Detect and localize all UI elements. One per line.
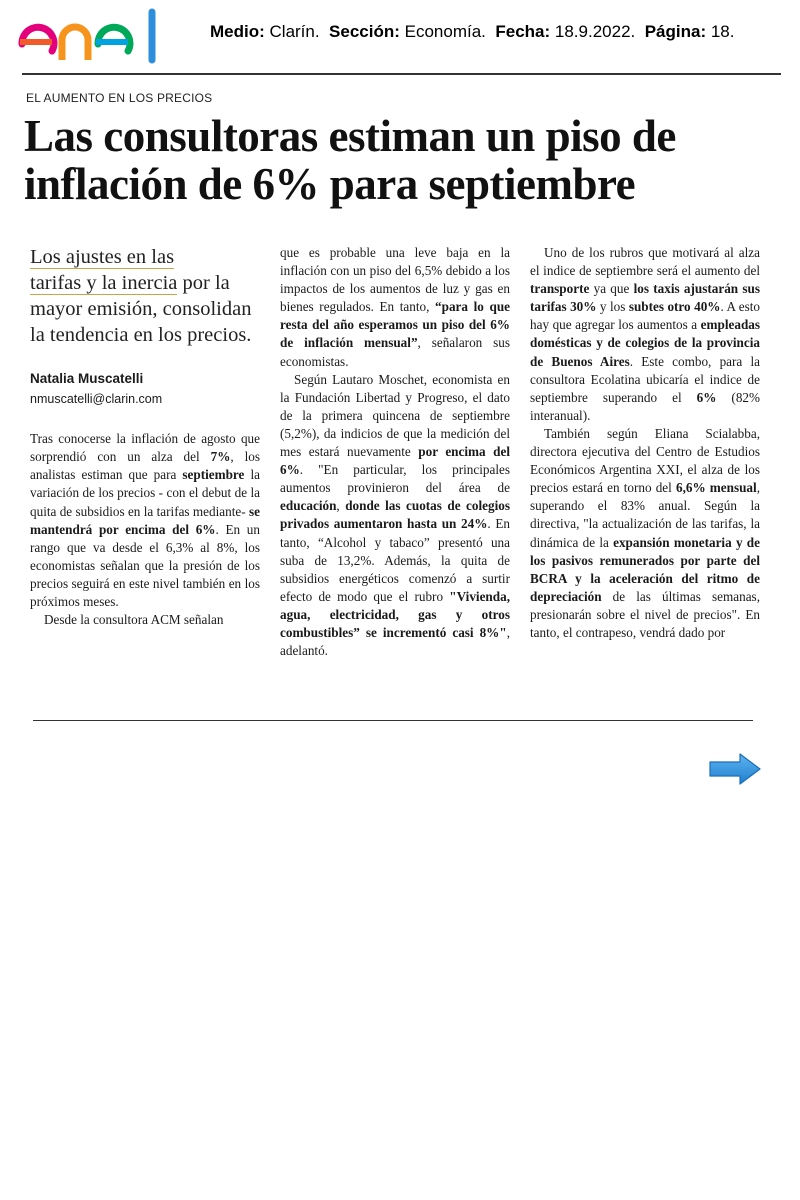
document-metadata <box>210 22 790 42</box>
enel-logo <box>14 6 169 66</box>
article-column-2 <box>280 244 510 660</box>
header-divider <box>22 73 781 75</box>
pagina-value: 18. <box>710 22 735 41</box>
paragraph-4: Según Lautaro Moschet, economista en la Fundación Libertad y Progreso, el dato de la primera quincena de septiembre (5,2%), da indicios de que la medición del mes estará nuevamente por encima del 6%. "En particular, los principales aumentos provinieron del área de educación, donde las cuotas de colegios privados aumentaron hasta un 24%. En tanto, “Alcohol y tabaco” presentó una suba de 13,2%. Además, la quita de subsidios energéticos comenzó a surtir efecto de modo que el rubro "Vivienda, agua, electricidad, gas y otros combustibles” se incrementó casi 8%", adelantó. <box>280 371 511 659</box>
medio-label: Medio: <box>210 22 265 41</box>
article-headline: Las consultoras estiman un piso de inflación de 6% para septiembre <box>24 111 676 209</box>
lead-text: por la mayor emisión, consolidan la tendencia en los precios. <box>30 272 252 346</box>
page-header <box>0 0 800 75</box>
article-column-3 <box>530 244 760 642</box>
author-name: Natalia Muscatelli <box>30 371 144 386</box>
paragraph-1: Tras conocerse la inflación de agosto que sorprendió con un alza del 7%, los analistas estiman que para septiembre la variación de los precios - con el debut de la quita de subsidios en la tarifas mediante- se mantendrá por encima del 6%. En un rango que va desde el 6,3% al 8%, los economistas señalan que la presión de los precios seguirá en este nivel también en los próximos meses. <box>30 431 261 610</box>
paragraph-6: También según Eliana Scialabba, directora ejecutiva del Centro de Estudios Económicos Argentina XXI, el alza de los precios estará en torno del 6,6% mensual, superando el 83% anual. Según la directiva, "la actualización de las tarifas, la dinámica de la expansión monetaria y de los pasivos remunerados por parte del BCRA y la aceleración del ritmo de depreciación de las últimas semanas, presionarán sobre el nivel de precios". En tanto, el contrapeso, vendrá dado por <box>530 425 760 640</box>
pagina-label: Página: <box>644 22 707 41</box>
paragraph-5: Uno de los rubros que motivará al alza el indice de septiembre será el aumento del transporte ya que los taxis ajustarán sus tarifas 30% y los subtes otro 40%. A esto hay que agregar los aumentos a empleadas domésticas y de colegios de la provincia de Buenos Aires. Este combo, para la consultora Ecolatina ubicaría el indice de septiembre superando el 6% (82% interanual). <box>530 245 761 423</box>
fecha-value: 18.9.2022. <box>554 22 636 41</box>
next-page-arrow-icon[interactable] <box>708 752 762 786</box>
bottom-divider <box>33 720 753 721</box>
paragraph-3: que es probable una leve baja en la inflación con un piso del 6,5% debido a los impactos de los aumentos de luz y gas en bienes regulados. En tanto, “para lo que resta del año esperamos un piso del 6% de inflación mensual”, señalaron sus economistas. <box>280 245 511 369</box>
seccion-value: Economía. <box>404 22 486 41</box>
article-column-1 <box>30 244 260 629</box>
paragraph-2: Desde la consultora ACM señalan <box>44 612 224 628</box>
fecha-label: Fecha: <box>495 22 551 41</box>
lead-underlined-2: tarifas y la inercia <box>30 272 178 294</box>
article-kicker: EL AUMENTO EN LOS PRECIOS <box>26 91 213 105</box>
enel-logo-text: enel <box>14 6 16 7</box>
medio-value: Clarín. <box>269 22 320 41</box>
seccion-label: Sección: <box>329 22 400 41</box>
article-lead <box>30 244 260 348</box>
lead-underlined-1: Los ajustes en las <box>30 246 175 268</box>
author-email: nmuscatelli@clarin.com <box>30 392 163 407</box>
